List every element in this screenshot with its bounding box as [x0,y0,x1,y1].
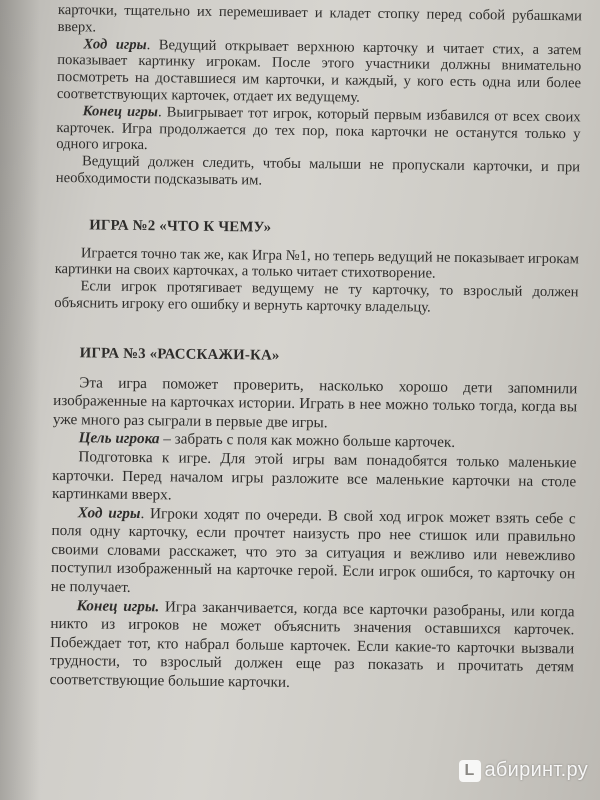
paragraph-game3-prep: Подготовка к игре. Для этой игры вам понадобятся только маленькие карточки. Перед началом игры разложите все маленькие карточки на столе картинками вверх. [51,448,577,504]
labirint-logo-icon: L [459,760,481,782]
label-game3-end: Конец игры. [76,596,160,615]
heading-game2: ИГРА №2 «ЧТО К ЧЕМУ» [89,217,272,236]
label-game3-move: Ход игры [77,503,141,522]
paragraph-game2-error: Если игрок протягивает ведущему не ту карточку, то взрослый должен объяснить игроку его ошибку и вернуть карточку владельцу. [54,278,579,316]
text-game3-end: Игра заканчивается, когда все карточки разобраны, или когда никто из игроков не может объяснить значения оставшихся карточек. Побеждает тот, кто набрал больше карточек. Если какие-то карточки вызвали трудности, то взрослый должен еще раз показать и прочитать детям соответствующие большие карточки. [49,597,575,691]
heading-game3: ИГРА №3 «РАССКАЖИ-КА» [79,345,280,364]
text-game3-move: . Игроки ходят по очереди. В свой ход игрок может взять себе с поля одну карточку, если прочтет наизусть про нее стишок или правильно своими словами расскажет, что это за ситуация и вежливо или невежливо поступил изображенный на карточке герой. Если игрок ошибся, то карточку он не получает. [50,504,576,597]
label-game1-end: Конец игры [82,103,159,121]
paragraph-intro-end: карточки, тщательно их перемешивает и кладет стопку перед собой рубашками вверх. [57,2,582,36]
page-gutter-shadow [0,0,40,800]
label-game1-move: Ход игры [83,35,147,53]
paragraph-game3-intro: Эта игра поможет проверить, насколько хорошо дети запомнили изображенные на карточках истории. Играть в нее можно только тогда, когда вы уже много раз сыграли в первые две игры. [52,373,578,432]
text-game1-move: . Ведущий открывает верхнюю карточку и читает стих, а затем показывает картинку игрокам. После этого участники должны внимательно посмотреть на доставшиеся им карточки, и каждый, у кого есть одна или более соответствующих карточек, отдает их ведущему. [56,36,582,106]
paragraph-game3-move [51,504,576,603]
paragraph-game1-move [57,36,582,110]
paragraph-game3-end [50,597,575,696]
paragraph-game1-end [56,103,581,160]
label-game3-goal: Цель игрока [78,429,160,448]
watermark-logo [459,759,589,782]
text-game1-end: . Выигрывает тот игрок, который первым избавился от всех своих карточек. Игра продолжается до тех пор, пока карточки не останутся только у одного игрока. [56,104,581,154]
paragraph-game2-rules: Играется точно так же, как Игра №1, но теперь ведущий не показывает игрокам картинки на своих карточках, а только читает стихотворение. [54,244,579,282]
section-game3 [50,374,578,696]
paragraph-game1-note: Ведущий должен следить, чтобы малыши не пропускали карточки, и при необходимости подсказывать им. [55,153,581,189]
watermark-text: абиринт.ру [484,759,588,781]
text-game3-goal: – забрать с поля как можно больше карточек. [159,430,456,452]
page-text [50,2,582,696]
